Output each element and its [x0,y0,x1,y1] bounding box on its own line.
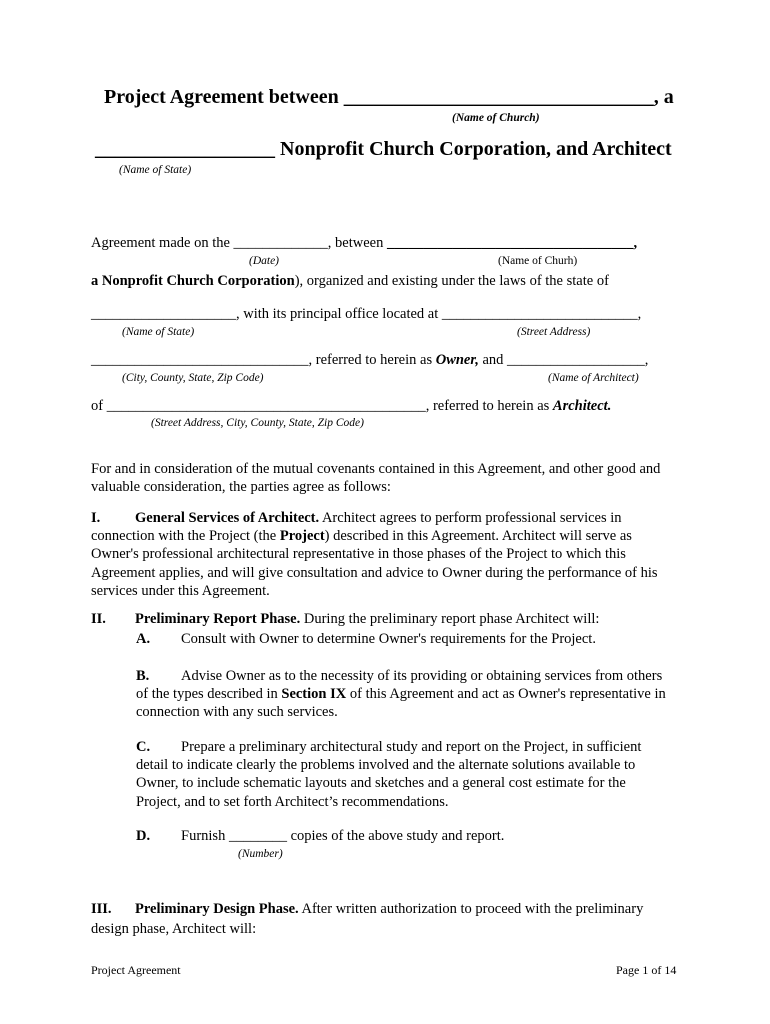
section-3-heading: Preliminary Design Phase. [135,901,299,917]
number-label: (Number) [238,848,283,860]
section-3: III. Preliminary Design Phase. After written authorization to proceed with the preliminary design phase, Architect will: [91,901,644,937]
section-2-item-c: C. Prepare a preliminary architectural study and report on the Project, in sufficient detail to indicate clearly the problems involved and the alternate solutions available to Owner, to include schematic layouts and sketches and a general cost estimate for the Project, and to set forth Architect’s recommendations. [136,739,642,810]
title-line-1: Project Agreement between _______________________________, a [104,86,674,108]
title-line-2: __________________ Nonprofit Church Corporation, and Architect [95,138,672,160]
section-2-item-b: B. Advise Owner as to the necessity of its providing or obtaining services from others of the types described in Section IX of this Agreement and act as Owner's representative in connection with any such services. [136,668,666,721]
section-1-number: I. [91,510,101,526]
page-number: Page 1 of 14 [616,963,677,977]
section-2-heading: Preliminary Report Phase. [135,611,301,627]
section-2-item-a: A. Consult with Owner to determine Owner's requirements for the Project. [136,631,596,647]
name-of-state-label: (Name of State) [119,164,192,176]
owner-line: ______________________________, referred to herein as Owner, and ___________________, [91,352,649,368]
state-label: (Name of State) [122,326,195,338]
church-name-label: (Name of Churh) [498,255,578,267]
section-2-heading-line: II. Preliminary Report Phase. During the preliminary report phase Architect will: [91,611,600,627]
section-2-number: II. [91,611,106,627]
section-2-item-d: D. Furnish ________ copies of the above study and report. [136,828,505,844]
agreement-date-line: Agreement made on the _____________, between __________________________________, [91,235,638,251]
street-address-label: (Street Address) [517,326,591,338]
architect-line: of ____________________________________________, referred to herein as Architect. [91,398,612,414]
city-county-label: (City, County, State, Zip Code) [122,372,264,384]
section-1-heading: General Services of Architect. [135,510,320,526]
principal-office-line: ____________________, with its principal office located at ___________________________, [91,306,642,322]
section-3-number: III. [91,901,112,917]
architect-name-label: (Name of Architect) [548,372,639,384]
full-address-label: (Street Address, City, County, State, Zip Code) [151,417,364,429]
date-label: (Date) [249,255,280,267]
section-1: I. General Services of Architect. Architect agrees to perform professional services in connection with the Project (the Project) described in this Agreement. Architect will serve as Owner's professional architectural representative in those phases of the Project to which this Agreement applies, and will give consultation and advice to Owner during the performance of his services under this Agreement. [91,510,658,599]
corporation-line: a Nonprofit Church Corporation), organized and existing under the laws of the state of [91,273,609,289]
name-of-church-label: (Name of Church) [452,112,540,124]
consideration-paragraph: For and in consideration of the mutual covenants contained in this Agreement, and other good and valuable consideration, the parties agree as follows: [91,461,661,496]
footer-title: Project Agreement [91,963,181,977]
